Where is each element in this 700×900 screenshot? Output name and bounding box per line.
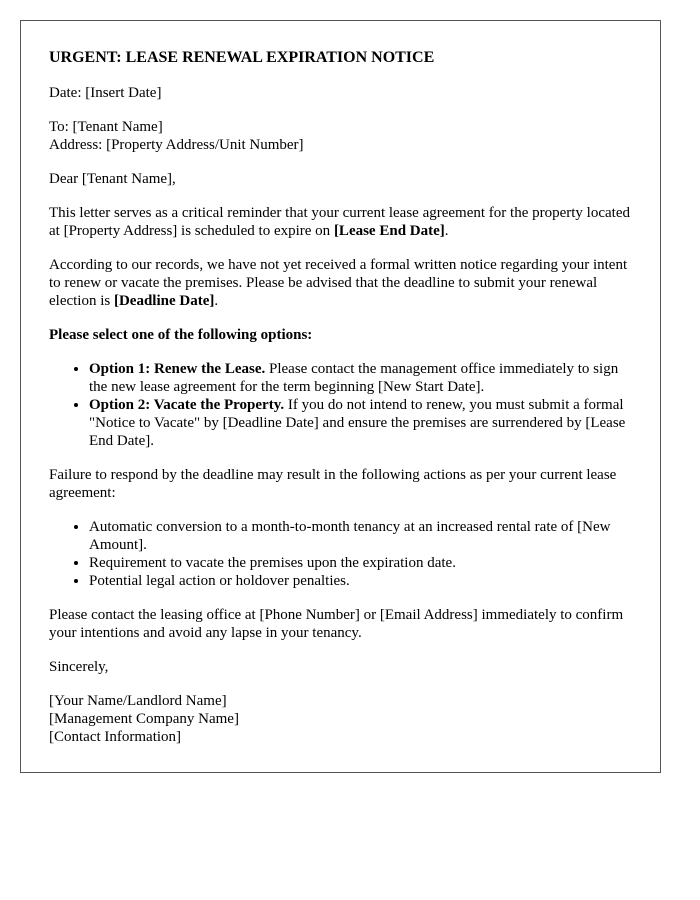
paragraph-end: . (214, 293, 219, 309)
options-heading-text: Please select one of the following options: (49, 327, 313, 343)
paragraph-end: . (444, 223, 449, 239)
deadline-date: [Deadline Date] (113, 293, 215, 309)
option-title: Option 1: Renew the Lease. (89, 361, 266, 377)
signature-block (49, 692, 632, 746)
recipient-block (49, 118, 632, 154)
option-text: If you do not intend to renew, you must submit a formal "Notice to Vacate" by [Deadline Date] and ensure the premises are surrendered by [Lease End Date]. (89, 397, 626, 449)
closing: Sincerely, (49, 659, 109, 675)
paragraph-contact: Please contact the leasing office at [Phone Number] or [Email Address] immediately to confirm your intentions and avoid any lapse in your tenancy. (49, 607, 624, 641)
date-line: Date: [Insert Date] (49, 85, 162, 101)
letter-title: URGENT: LEASE RENEWAL EXPIRATION NOTICE (49, 49, 435, 66)
signature-company: [Management Company Name] (49, 711, 239, 727)
options-heading (49, 326, 632, 344)
lease-end-date: [Lease End Date] (333, 223, 445, 239)
option-item (89, 360, 632, 396)
paragraph-failure: Failure to respond by the deadline may result in the following actions as per your current lease agreement: (49, 467, 617, 501)
letter (20, 20, 661, 773)
paragraph-expiration (49, 204, 632, 240)
address-line: Address: [Property Address/Unit Number] (49, 137, 304, 153)
consequence-item: • Automatic conversion to a month-to-month tenancy at an increased rental rate of [New Amount]. (89, 518, 632, 554)
consequences-list (49, 518, 632, 590)
option-item (89, 396, 632, 450)
paragraph-text: According to our records, we have not yet received a formal written notice regarding your intent to renew or vacate the premises. Please be advised that the deadline to submit your renewal election is (49, 257, 628, 309)
consequence-item: • Potential legal action or holdover penalties. (89, 572, 632, 590)
options-list (49, 360, 632, 450)
consequence-item: • Requirement to vacate the premises upon the expiration date. (89, 554, 632, 572)
option-text: Please contact the management office immediately to sign the new lease agreement for the term beginning [New Start Date]. (89, 361, 619, 395)
paragraph-text: This letter serves as a critical reminder that your current lease agreement for the property located at [Property Address] is scheduled to expire on (49, 205, 630, 239)
option-title: Option 2: Vacate the Property. (89, 397, 285, 413)
signature-name: [Your Name/Landlord Name] (49, 693, 227, 709)
salutation: Dear [Tenant Name], (49, 171, 176, 187)
to-line: To: [Tenant Name] (49, 119, 163, 135)
signature-contact: [Contact Information] (49, 729, 182, 745)
paragraph-deadline (49, 256, 632, 310)
